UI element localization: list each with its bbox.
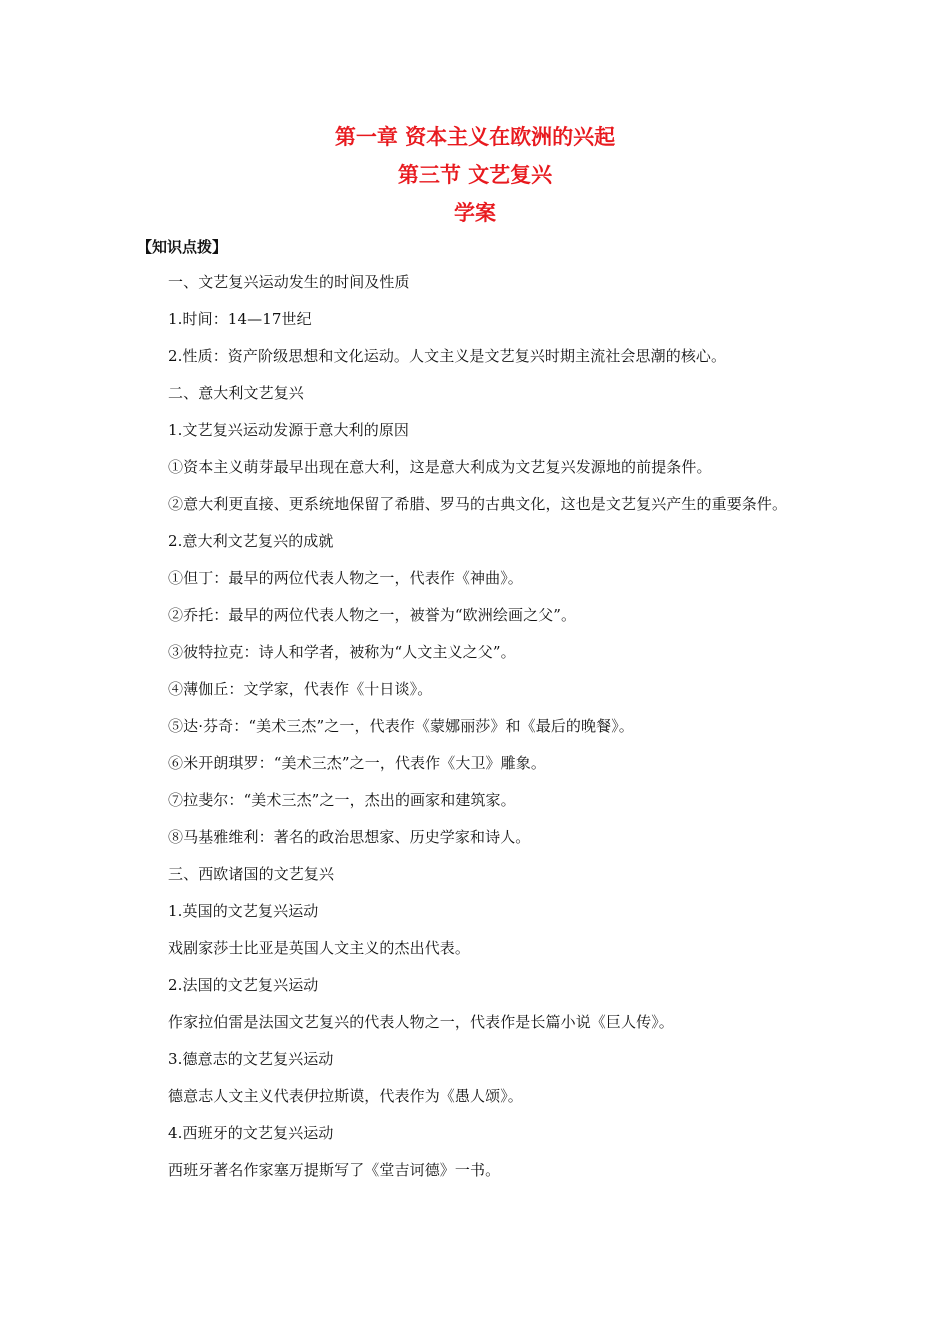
paragraph: 德意志人文主义代表伊拉斯谟，代表作为《愚人颂》。 xyxy=(168,1087,523,1105)
paragraph: 作家拉伯雷是法国文艺复兴的代表人物之一，代表作是长篇小说《巨人传》。 xyxy=(168,1013,674,1031)
paragraph: 一、文艺复兴运动发生的时间及性质 xyxy=(168,273,410,291)
paragraph: 二、意大利文艺复兴 xyxy=(168,384,304,402)
paragraph: ④薄伽丘：文学家，代表作《十日谈》。 xyxy=(168,680,433,698)
paragraph: ②意大利更直接、更系统地保留了希腊、罗马的古典文化，这也是文艺复兴产生的重要条件。 xyxy=(168,495,788,513)
paragraph: 2.性质：资产阶级思想和文化运动。人文主义是文艺复兴时期主流社会思潮的核心。 xyxy=(168,347,727,365)
paragraph: 1.英国的文艺复兴运动 xyxy=(168,902,319,920)
section-title: 第三节 文艺复兴 xyxy=(397,163,553,187)
knowledge-body xyxy=(137,270,813,1195)
title-block xyxy=(0,118,950,232)
paragraph: ⑧马基雅维利：著名的政治思想家、历史学家和诗人。 xyxy=(168,828,531,846)
paragraph: 1.时间：14—17世纪 xyxy=(168,310,312,328)
knowledge-heading: 【知识点拨】 xyxy=(137,238,228,256)
paragraph: 西班牙著名作家塞万提斯写了《堂吉诃德》一书。 xyxy=(168,1161,501,1179)
paragraph: ⑤达·芬奇：“美术三杰”之一，代表作《蒙娜丽莎》和《最后的晚餐》。 xyxy=(168,717,634,735)
paragraph: ①但丁：最早的两位代表人物之一，代表作《神曲》。 xyxy=(168,569,523,587)
paragraph: 1.文艺复兴运动发源于意大利的原因 xyxy=(168,421,410,439)
paragraph: 3.德意志的文艺复兴运动 xyxy=(168,1050,334,1068)
doc-type-title: 学案 xyxy=(454,201,496,225)
paragraph: 4.西班牙的文艺复兴运动 xyxy=(168,1124,334,1142)
paragraph: 2.意大利文艺复兴的成就 xyxy=(168,532,334,550)
paragraph: 戏剧家莎士比亚是英国人文主义的杰出代表。 xyxy=(168,939,471,957)
paragraph: ③彼特拉克：诗人和学者，被称为“人文主义之父”。 xyxy=(168,643,516,661)
chapter-title: 第一章 资本主义在欧洲的兴起 xyxy=(334,125,616,149)
paragraph: ②乔托：最早的两位代表人物之一，被誉为“欧洲绘画之父”。 xyxy=(168,606,577,624)
paragraph: ①资本主义萌芽最早出现在意大利，这是意大利成为文艺复兴发源地的前提条件。 xyxy=(168,458,712,476)
paragraph: 2.法国的文艺复兴运动 xyxy=(168,976,319,994)
paragraph: ⑦拉斐尔：“美术三杰”之一，杰出的画家和建筑家。 xyxy=(168,791,516,809)
paragraph: ⑥米开朗琪罗：“美术三杰”之一，代表作《大卫》雕象。 xyxy=(168,754,546,772)
paragraph: 三、西欧诸国的文艺复兴 xyxy=(168,865,335,883)
